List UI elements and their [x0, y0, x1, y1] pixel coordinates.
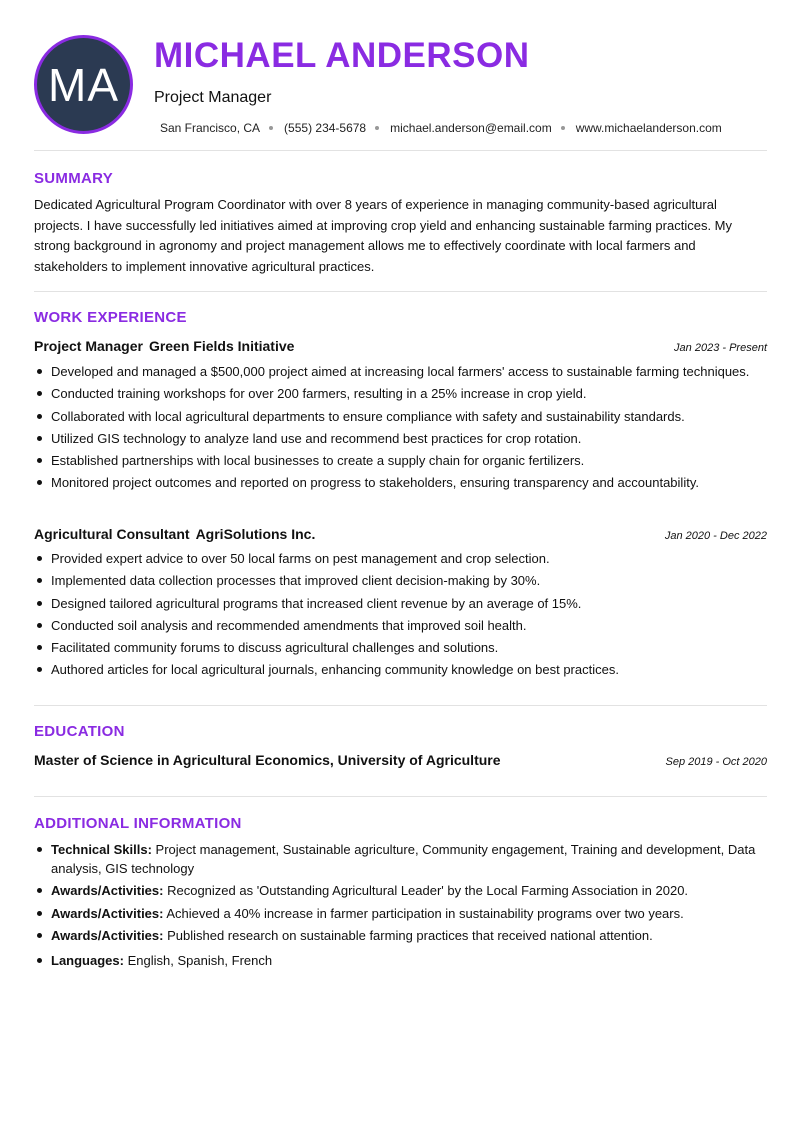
job-position: Project Manager — [34, 338, 143, 354]
summary-text: Dedicated Agricultural Program Coordinator with over 8 years of experience in managing community-based agricultural projects. I have successfully led initiatives aimed at improving crop yield and enhancing sustainable farming practices. My strong background in agronomy and project management allows me to effectively coordinate with local farmers and stakeholders to implement innovative agricultural practices. — [34, 197, 733, 274]
job-bullets — [34, 362, 767, 496]
job-company: AgriSolutions Inc. — [195, 526, 316, 542]
additional-list — [34, 840, 767, 973]
job-company: Green Fields Initiative — [148, 338, 295, 354]
bullet-item: Established partnerships with local businesses to create a supply chain for organic fertilizers. — [34, 451, 767, 470]
bullet-item: Facilitated community forums to discuss agricultural challenges and solutions. — [34, 638, 767, 657]
avatar-initials: MA — [48, 58, 119, 111]
separator-dot — [269, 126, 273, 130]
education-row — [34, 752, 767, 768]
bullet-item: Authored articles for local agricultural journals, enhancing community knowledge on best practices. — [34, 660, 767, 679]
summary-heading: SUMMARY — [34, 170, 114, 187]
bullet-item: Developed and managed a $500,000 project aimed at increasing local farmers' access to sustainable farming techniques. — [34, 362, 767, 381]
info-item: Awards/Activities: Recognized as 'Outstanding Agricultural Leader' by the Local Farming Association in 2020. — [34, 881, 767, 900]
job-title — [34, 338, 294, 354]
info-item: Languages: English, Spanish, French — [34, 951, 767, 970]
bullet-item: Provided expert advice to over 50 local farms on pest management and crop selection. — [34, 549, 767, 568]
contact-email[interactable]: michael.anderson@email.com — [390, 121, 552, 135]
divider — [34, 796, 767, 797]
additional-heading: ADDITIONAL INFORMATION — [34, 815, 242, 832]
info-item: Awards/Activities: Achieved a 40% increase in farmer participation in sustainability programs over two years. — [34, 904, 767, 923]
divider — [34, 150, 767, 151]
bullet-item: Conducted soil analysis and recommended amendments that improved soil health. — [34, 616, 767, 635]
info-item: Technical Skills: Project management, Sustainable agriculture, Community engagement, Training and development, Data analysis, GIS technology — [34, 840, 767, 878]
job-header — [34, 526, 767, 542]
job-title — [34, 526, 315, 542]
job-dates: Jan 2020 - Dec 2022 — [664, 530, 767, 542]
contact-line — [160, 121, 722, 135]
job-bullets — [34, 549, 767, 683]
avatar — [34, 35, 133, 134]
job-dates: Jan 2023 - Present — [674, 342, 767, 354]
experience-heading: WORK EXPERIENCE — [34, 309, 187, 326]
separator-dot — [375, 126, 379, 130]
bullet-item: Implemented data collection processes that improved client decision-making by 30%. — [34, 571, 767, 590]
education-dates: Sep 2019 - Oct 2020 — [665, 756, 767, 768]
candidate-name: MICHAEL ANDERSON — [154, 36, 530, 75]
divider — [34, 705, 767, 706]
bullet-item: Monitored project outcomes and reported on progress to stakeholders, ensuring transparency and accountability. — [34, 473, 767, 492]
degree: Master of Science in Agricultural Economics, University of Agriculture — [34, 752, 501, 768]
separator-dot — [561, 126, 565, 130]
contact-location: San Francisco, CA — [160, 121, 261, 135]
divider — [34, 291, 767, 292]
contact-phone[interactable]: (555) 234-5678 — [284, 121, 367, 135]
info-item: Awards/Activities: Published research on sustainable farming practices that received national attention. — [34, 926, 767, 945]
contact-website[interactable]: www.michaelanderson.com — [575, 121, 722, 135]
education-heading: EDUCATION — [34, 723, 125, 740]
job-position: Agricultural Consultant — [34, 526, 190, 542]
job-header — [34, 338, 767, 354]
bullet-item: Designed tailored agricultural programs that increased client revenue by an average of 15%. — [34, 594, 767, 613]
bullet-item: Collaborated with local agricultural departments to ensure compliance with safety and sustainability standards. — [34, 407, 767, 426]
candidate-role: Project Manager — [154, 89, 272, 106]
bullet-item: Utilized GIS technology to analyze land use and recommend best practices for crop rotation. — [34, 429, 767, 448]
bullet-item: Conducted training workshops for over 200 farmers, resulting in a 25% increase in crop yield. — [34, 384, 767, 403]
